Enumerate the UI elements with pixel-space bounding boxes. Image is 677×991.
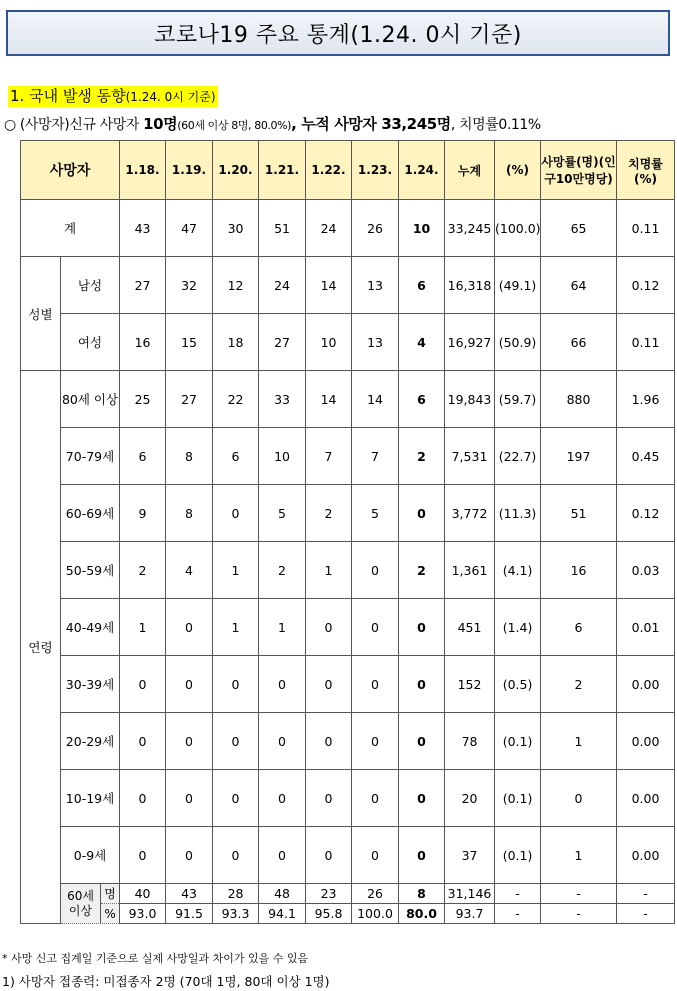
header-percent: (%) [495, 141, 541, 200]
table-cell: 0 [352, 599, 399, 656]
table-cell: 8 [166, 428, 213, 485]
table-cell: 7 [352, 428, 399, 485]
row-label: 계 [21, 200, 120, 257]
table-cell: (100.0) [495, 200, 541, 257]
table-cell: 2 [259, 542, 306, 599]
table-cell: 451 [445, 599, 495, 656]
header-deaths: 사망자 [21, 141, 120, 200]
table-cell: 0.01 [617, 599, 675, 656]
table-cell: - [495, 884, 541, 904]
table-cell: 0 [352, 542, 399, 599]
title-box [6, 10, 670, 56]
header-date: 1.18. [120, 141, 166, 200]
page-title: 코로나19 주요 통계(1.24. 0시 기준) [154, 22, 522, 48]
table-cell: 47 [166, 200, 213, 257]
table-cell: - [541, 884, 617, 904]
over60-unit-pct: % [104, 906, 116, 921]
table-cell: 16 [541, 542, 617, 599]
table-cell: 0.12 [617, 485, 675, 542]
header-death-rate: 사망률(명)(인구10만명당) [541, 141, 617, 200]
table-cell: 43 [120, 200, 166, 257]
table-cell: 0.12 [617, 257, 675, 314]
table-row [21, 371, 675, 428]
table-cell: (1.4) [495, 599, 541, 656]
header-date: 1.24. [399, 141, 445, 200]
table-cell: 0.11 [617, 200, 675, 257]
table-cell: 30 [213, 200, 259, 257]
table-cell: 0 [213, 485, 259, 542]
table-cell: 10 [306, 314, 352, 371]
table-cell: 27 [120, 257, 166, 314]
table-cell: 2 [541, 656, 617, 713]
table-cell: 13 [352, 314, 399, 371]
table-cell: 91.5 [166, 904, 213, 924]
table-cell: 80.0 [399, 904, 445, 924]
table-cell: 64 [541, 257, 617, 314]
table-cell: (0.1) [495, 713, 541, 770]
table-cell: 0 [166, 713, 213, 770]
table-cell: 10 [399, 200, 445, 257]
table-cell: 0 [166, 827, 213, 884]
table-row [21, 770, 675, 827]
table-cell: 26 [352, 200, 399, 257]
table-cell: 5 [352, 485, 399, 542]
table-cell: 40 [120, 884, 166, 904]
footnote-2: 1) 사망자 접종력: 미접종자 2명 (70대 1명, 80대 이상 1명) [2, 974, 330, 989]
summary-new-deaths: 10명 [143, 115, 178, 133]
table-cell: 0 [259, 827, 306, 884]
table-cell: 15 [166, 314, 213, 371]
table-cell: 3,772 [445, 485, 495, 542]
over60-unit-column [101, 884, 119, 923]
table-cell: 0.00 [617, 713, 675, 770]
table-cell: (11.3) [495, 485, 541, 542]
table-cell: 28 [213, 884, 259, 904]
table-cell: 6 [399, 257, 445, 314]
header-cumulative: 누계 [445, 141, 495, 200]
over60-label [61, 884, 120, 924]
table-cell: 0 [352, 770, 399, 827]
table-cell: 43 [166, 884, 213, 904]
table-cell: 65 [541, 200, 617, 257]
table-row [21, 428, 675, 485]
table-cell: 14 [306, 257, 352, 314]
table-cell: 0 [120, 656, 166, 713]
table-cell: 94.1 [259, 904, 306, 924]
table-cell: 0 [399, 485, 445, 542]
table-cell: 95.8 [306, 904, 352, 924]
table-cell: 24 [259, 257, 306, 314]
table-cell: 0.00 [617, 770, 675, 827]
table-cell: 0 [399, 599, 445, 656]
table-cell: 26 [352, 884, 399, 904]
table-cell: 0 [306, 713, 352, 770]
row-label: 남성 [61, 257, 120, 314]
table-cell: 0 [166, 656, 213, 713]
table-cell: 2 [399, 542, 445, 599]
table-cell: (22.7) [495, 428, 541, 485]
row-label: 40-49세 [61, 599, 120, 656]
table-cell: 0.03 [617, 542, 675, 599]
table-cell: 0 [213, 656, 259, 713]
table-cell: 6 [213, 428, 259, 485]
summary-cumulative: 33,245명 [381, 115, 451, 133]
table-cell: 2 [399, 428, 445, 485]
table-cell: 7 [306, 428, 352, 485]
table-row [21, 314, 675, 371]
table-cell: 0 [399, 827, 445, 884]
table-row [21, 599, 675, 656]
table-cell: 0 [541, 770, 617, 827]
table-cell: 2 [120, 542, 166, 599]
table-cell: 51 [259, 200, 306, 257]
table-cell: - [617, 884, 675, 904]
row-label: 30-39세 [61, 656, 120, 713]
table-cell: - [495, 904, 541, 924]
group-label-age: 연령 [21, 371, 61, 924]
table-cell: 9 [120, 485, 166, 542]
table-cell: 0 [120, 770, 166, 827]
table-cell: 0.00 [617, 827, 675, 884]
table-cell: (59.7) [495, 371, 541, 428]
table-cell: 0 [399, 656, 445, 713]
table-cell: - [617, 904, 675, 924]
table-cell: 18 [213, 314, 259, 371]
table-cell: 1 [259, 599, 306, 656]
table-cell: 8 [399, 884, 445, 904]
table-cell: 14 [352, 371, 399, 428]
table-cell: 0 [306, 599, 352, 656]
table-cell: 93.3 [213, 904, 259, 924]
table-cell: 0 [399, 713, 445, 770]
row-label: 60-69세 [61, 485, 120, 542]
table-cell: 0 [352, 827, 399, 884]
row-label: 50-59세 [61, 542, 120, 599]
footnote-1: * 사망 신고 집계일 기준으로 실제 사망일과 차이가 있을 수 있음 [2, 952, 309, 965]
table-cell: 48 [259, 884, 306, 904]
table-row [21, 257, 675, 314]
table-cell: 7,531 [445, 428, 495, 485]
table-cell: 1 [541, 713, 617, 770]
table-cell: 23 [306, 884, 352, 904]
table-cell: 78 [445, 713, 495, 770]
table-cell: 0 [120, 827, 166, 884]
table-cell: 0 [213, 770, 259, 827]
summary-part-4: , 누적 사망자 [291, 115, 382, 133]
table-cell: 14 [306, 371, 352, 428]
table-cell: 1 [541, 827, 617, 884]
table-cell: - [541, 904, 617, 924]
table-cell: 33,245 [445, 200, 495, 257]
header-date: 1.23. [352, 141, 399, 200]
header-fatality-rate: 치명률(%) [617, 141, 675, 200]
table-cell: 32 [166, 257, 213, 314]
table-cell: 4 [399, 314, 445, 371]
table-cell: 93.7 [445, 904, 495, 924]
table-row-over60-count [21, 884, 675, 904]
table-cell: 0 [399, 770, 445, 827]
table-cell: 0 [352, 656, 399, 713]
table-cell: 20 [445, 770, 495, 827]
table-cell: 13 [352, 257, 399, 314]
table-cell: 27 [166, 371, 213, 428]
table-cell: 0 [352, 713, 399, 770]
table-row [21, 485, 675, 542]
table-cell: 2 [306, 485, 352, 542]
row-label: 10-19세 [61, 770, 120, 827]
table-cell: 1 [213, 599, 259, 656]
table-cell: 1,361 [445, 542, 495, 599]
table-cell: 12 [213, 257, 259, 314]
row-label: 70-79세 [61, 428, 120, 485]
table-cell: 0 [259, 656, 306, 713]
table-cell: 10 [259, 428, 306, 485]
table-row [21, 827, 675, 884]
row-label: 여성 [61, 314, 120, 371]
table-cell: 37 [445, 827, 495, 884]
table-cell: 100.0 [352, 904, 399, 924]
section-sub: (1.24. 0시 기준) [125, 90, 216, 104]
table-cell: 0 [306, 827, 352, 884]
row-label: 0-9세 [61, 827, 120, 884]
table-cell: 66 [541, 314, 617, 371]
table-cell: 33 [259, 371, 306, 428]
table-cell: 8 [166, 485, 213, 542]
table-cell: (0.1) [495, 770, 541, 827]
table-cell: (4.1) [495, 542, 541, 599]
over60-label-wrap [61, 884, 119, 923]
table-cell: 19,843 [445, 371, 495, 428]
table-cell: 93.0 [120, 904, 166, 924]
table-cell: 0 [306, 656, 352, 713]
table-cell: 16,318 [445, 257, 495, 314]
table-cell: 1 [213, 542, 259, 599]
table-cell: 0 [120, 713, 166, 770]
table-cell: 1 [120, 599, 166, 656]
death-summary [4, 113, 674, 134]
table-cell: 0 [306, 770, 352, 827]
table-cell: 197 [541, 428, 617, 485]
table-cell: 0 [259, 770, 306, 827]
over60-unit-count: 명 [101, 884, 119, 904]
table-cell: 6 [399, 371, 445, 428]
row-label: 20-29세 [61, 713, 120, 770]
table-cell: 0.45 [617, 428, 675, 485]
header-date: 1.21. [259, 141, 306, 200]
table-row [21, 713, 675, 770]
summary-over60: (60세 이상 8명, 80.0%) [177, 119, 292, 132]
table-cell: 4 [166, 542, 213, 599]
summary-part-1: ○ (사망자)신규 사망자 [4, 117, 144, 133]
table-row [21, 542, 675, 599]
over60-label-text: 60세 이상 [61, 884, 101, 923]
table-cell: 27 [259, 314, 306, 371]
table-cell: 51 [541, 485, 617, 542]
table-cell: 16 [120, 314, 166, 371]
header-date: 1.19. [166, 141, 213, 200]
row-label: 80세 이상 [61, 371, 120, 428]
table-cell: 5 [259, 485, 306, 542]
table-cell: (0.5) [495, 656, 541, 713]
table-cell: 1 [306, 542, 352, 599]
header-date: 1.22. [306, 141, 352, 200]
table-cell: 1.96 [617, 371, 675, 428]
table-row-total [21, 200, 675, 257]
table-cell: 0.00 [617, 656, 675, 713]
table-cell: 22 [213, 371, 259, 428]
table-cell: 31,146 [445, 884, 495, 904]
section-heading [8, 86, 218, 107]
table-cell: (50.9) [495, 314, 541, 371]
table-cell: 16,927 [445, 314, 495, 371]
table-row [21, 656, 675, 713]
group-label-gender: 성별 [21, 257, 61, 371]
table-cell: 6 [541, 599, 617, 656]
table-cell: 0 [166, 770, 213, 827]
table-cell: 24 [306, 200, 352, 257]
table-cell: (49.1) [495, 257, 541, 314]
table-cell: 152 [445, 656, 495, 713]
table-cell: (0.1) [495, 827, 541, 884]
table-cell: 880 [541, 371, 617, 428]
table-cell: 0 [213, 827, 259, 884]
header-date: 1.20. [213, 141, 259, 200]
table-cell: 25 [120, 371, 166, 428]
table-cell: 0 [213, 713, 259, 770]
table-cell: 0 [166, 599, 213, 656]
summary-fatality: , 치명률0.11% [450, 117, 541, 133]
death-statistics-table [20, 140, 675, 924]
table-cell: 0 [259, 713, 306, 770]
table-cell: 6 [120, 428, 166, 485]
section-label: 1. 국내 발생 동향 [10, 87, 126, 105]
table-cell: 0.11 [617, 314, 675, 371]
